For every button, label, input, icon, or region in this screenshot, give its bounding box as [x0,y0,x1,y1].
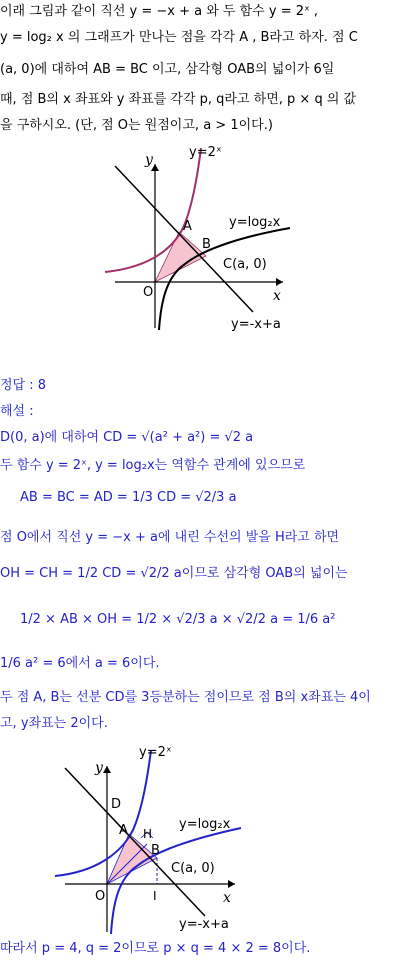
solution-step-7: 1/6 a² = 6에서 a = 6이다. [0,656,160,671]
problem-line-5: 을 구하시오. (단, 점 O는 원점이고, a > 1이다.) [0,118,273,133]
x-axis-label: x [223,890,231,906]
point-b-label: B [202,237,211,252]
x-axis-label: x [273,288,281,304]
triangle-oab-fill [155,232,206,282]
solution-step-5: OH = CH = 1/2 CD = √2/2 a이므로 삼각형 OAB의 넓이는 [0,566,348,581]
problem-line-4: 때, 점 B의 x 좌표와 y 좌표를 각각 p, q라고 하면, p × q 의 값 [0,92,357,107]
answer-line: 정답 : 8 [0,378,47,393]
y-axis-arrow [103,766,111,773]
log-curve-label: y=log₂x [179,817,231,832]
problem-line-2: y = log₂ x 의 그래프가 만나는 점을 각각 A , B라고 하자. 점 C [0,30,358,45]
point-d-label: D [111,797,122,812]
y-axis-label: y [95,760,103,776]
point-b-label: B [151,843,160,858]
point-c-label: C(a, 0) [171,861,215,876]
solution-step-4: 점 O에서 직선 y = −x + a에 내린 수선의 발을 H라고 하면 [0,530,340,545]
final-answer-line: 따라서 p = 4, q = 2이므로 p × q = 4 × 2 = 8이다. [0,941,311,956]
problem-figure [105,140,305,340]
line-neg-x-plus-a [65,768,205,916]
solution-figure [55,742,265,938]
problem-line-3: (a, 0)에 대하여 AB = BC 이고, 삼각형 OAB의 넓이가 6일 [0,62,335,77]
point-i-label: I [153,889,157,903]
explanation-heading: 해설 : [0,404,34,419]
point-a-label: A [183,219,192,234]
x-axis-arrow [276,278,283,286]
solution-step-9: 고, y좌표는 2이다. [0,716,108,731]
origin-label: O [143,285,154,300]
exp-curve-label: y=2ˣ [139,745,172,760]
y-axis-label: y [145,152,153,168]
line-label: y=-x+a [231,317,281,332]
exp-curve-label: y=2ˣ [189,145,222,160]
solution-step-8: 두 점 A, B는 선분 CD를 3등분하는 점이므로 점 B의 x좌표는 4이 [0,690,371,705]
point-a-label: A [119,823,128,838]
line-neg-x-plus-a [115,166,253,312]
point-h-label: H [143,827,153,841]
solution-step-6: 1/2 × AB × OH = 1/2 × √2/3 a × √2/2 a = 1/6 a² [20,612,336,627]
solution-step-1: D(0, a)에 대하여 CD = √(a² + a²) = √2 a [0,430,254,445]
x-axis-arrow [228,880,235,888]
line-label: y=-x+a [179,917,229,932]
solution-step-3: AB = BC = AD = 1/3 CD = √2/3 a [20,490,237,505]
solution-step-2: 두 함수 y = 2ˣ, y = log₂x는 역함수 관계에 있으므로 [0,458,306,473]
point-c-label: C(a, 0) [223,257,267,272]
origin-label: O [95,889,106,904]
log-curve-label: y=log₂x [229,215,281,230]
problem-line-1: 이래 그림과 같이 직선 y = −x + a 와 두 함수 y = 2ˣ , [0,4,319,19]
